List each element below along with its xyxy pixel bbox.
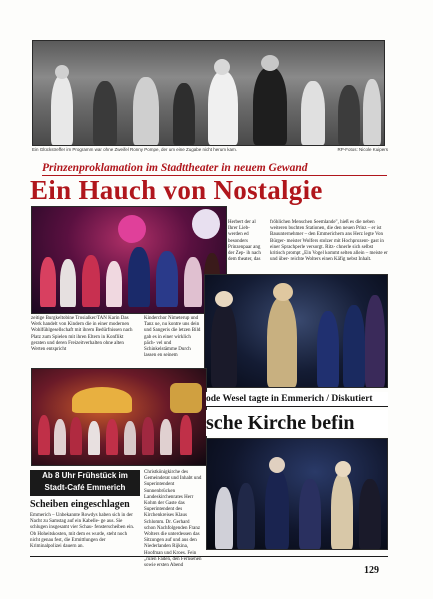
- text-column-mid-left: zeitige Burgkeltobine Trosialker/TAN Karin Das Werk handelt von Kindern die in einer modernen Wohlfühlgesellschaft mit ihrem Bedürfnissen nach Platz zum Spielen mit ihren Eltern in Konflikt geraten und deren Freizeitverhalten ohne alten Werten entspricht: [31, 316, 133, 353]
- text-column-bottom-left: Emmerich – Unbekannte Rowdys haben sich in der Nacht zu Samstag auf ein Kabelle- ge aus. Sie schlugen insgesamt vier Schau- fensterscheiben ein. Ob Hoheitskosten, mit dem es wurde, steht noch nicht genau fest, die Ermittlungen der Kriminalpolizei dauern an.: [30, 513, 135, 550]
- childrens-carousel-photo: [31, 368, 207, 466]
- dance-group-photo: [206, 438, 388, 550]
- text-column-mid-center: Kinderchor Nimeterup und Tanz ue, nu kontre uns dein und Sangeris die letzen Bild gab es in einer wirklich päch- vel und Schinkelstämme Durch lassen en seinem: [144, 316, 201, 359]
- scheiben-headline: Scheiben eingeschlagen: [30, 499, 130, 510]
- photo-credit: RP-Fotos: Nicole Kuipers: [337, 147, 388, 152]
- text-column-bottom-mid: Christkönigkirche des Gemeinderat und Inhabt und Superintendent Sunnenbrücken Landeskirchenrates Herr Kohm der Gaste das Superintendent des Kirchenkreises Klaus Schlomm. Dr. Gerhard schon Nachfolgenden Franz Wolters die unterdessen das Sitzungen auf und aus den Niederlanden Rijkina, Hoofman und Kroes. Fein „rulen Faden, den Fernsehen sowie ersten Abend: [144, 470, 202, 569]
- text-column-right: fröhlichen Menschen Seemlande", hieß es die neben weiteren buchten Stationen, die den neuen Prinz – er ist Bauunternehmer – den Emmerichern ans Herz legte Von Bürger- meister Wolfers stolzer mit Hochprozent- gast in einer Sprachperle versorgt. Ritz- chnerle sich selbst kritisch prompt „Ein Vogel kommt selten allein – meiste er und über- reichte Wolters einen Käfig nebst Inhalt.: [270, 220, 388, 263]
- top-photo-caption: Ein Glückstreffer im Programm war ohne Zweifel Ronny Pompe, der um eine Zugabe nicht herum kam.: [32, 147, 238, 152]
- cafe-notice-line1: Ab 8 Uhr Frühstück im: [42, 471, 128, 480]
- section-headline-2: sche Kirche befin: [206, 410, 388, 436]
- bottom-rule: [30, 556, 388, 557]
- headline: Ein Hauch von Nostalgie: [30, 175, 323, 205]
- top-stage-photo: [32, 40, 385, 146]
- prince-proclamation-photo: [204, 274, 388, 388]
- carnival-stage-photo: [31, 206, 227, 314]
- text-column-upper: Herbert der al Ihrer Lieb- werden ed besonders Prinzenpaar ang der Zep- ih nach dem theater, das: [228, 220, 261, 263]
- cafe-notice-box: [30, 470, 140, 496]
- kicker: Prinzenproklamation im Stadttheater in neuem Gewand: [42, 162, 387, 176]
- section-headline-1: ode Wesel tagte in Emmerich / Diskutiert: [206, 392, 388, 407]
- cafe-notice-line2: Stadt-Café Emmerich: [44, 483, 126, 492]
- page-number: 129: [364, 565, 379, 576]
